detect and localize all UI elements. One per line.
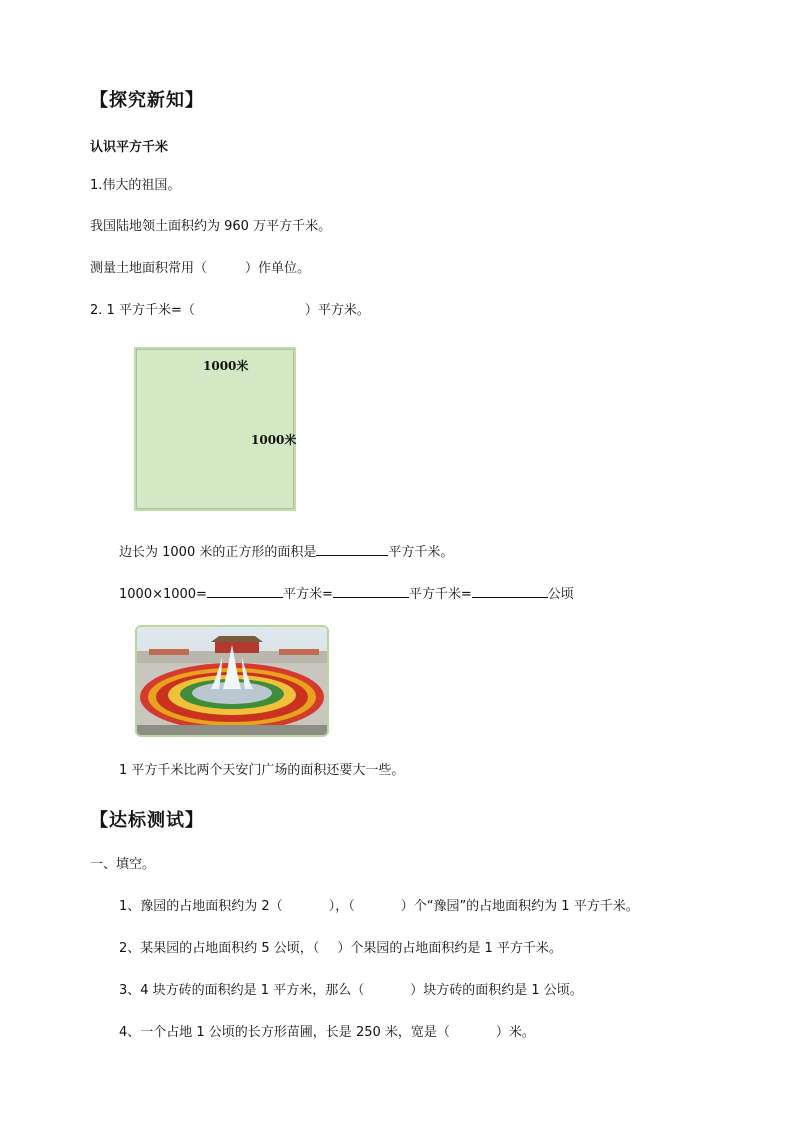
- text-segment: 公顷: [547, 587, 574, 602]
- item-2-conversion: [90, 302, 370, 320]
- tiananmen-square-photo: [135, 625, 329, 737]
- item-1-title: 1.伟大的祖国。: [90, 178, 181, 193]
- square-label-side: 1000米: [251, 433, 297, 447]
- conversion-chain: [119, 584, 574, 604]
- text-segment: ）米。: [495, 1025, 535, 1040]
- text-segment: 测量土地面积常用（: [90, 261, 208, 276]
- photo-caption: 1 平方千米比两个天安门广场的面积还要大一些。: [119, 763, 405, 778]
- subheading-square-km: 认识平方千米: [90, 140, 169, 155]
- answer-blank: [333, 584, 409, 598]
- text-segment: ）平方米。: [304, 303, 370, 318]
- question-2: [119, 940, 562, 958]
- answer-blank: [472, 584, 548, 598]
- question-3: [119, 982, 583, 1000]
- text-segment: 2、某果园的占地面积约 5 公顷，（: [119, 941, 320, 956]
- paragraph-unit-question: [90, 260, 310, 278]
- photo-illustration: [137, 627, 327, 735]
- square-area-question: [119, 542, 453, 562]
- square-label-top: 1000米: [203, 359, 249, 373]
- text-segment: 1000×1000=: [119, 587, 207, 602]
- text-segment: 平方千米=: [408, 587, 472, 602]
- text-segment: 4、一个占地 1 公顷的长方形苗圃，长是 250 米，宽是（: [119, 1025, 450, 1040]
- question-1: [119, 898, 639, 916]
- text-segment: 边长为 1000 米的正方形的面积是: [119, 545, 317, 560]
- answer-blank: [207, 584, 283, 598]
- section-heading-explore: 【探究新知】: [90, 90, 204, 111]
- text-segment: ）个“豫园”的占地面积约为 1 平方千米。: [400, 899, 639, 914]
- text-segment: 平方千米。: [388, 545, 454, 560]
- part-fill-in-blank: 一、填空。: [90, 857, 156, 872]
- text-segment: 2. 1 平方千米=（: [90, 303, 195, 318]
- text-segment: 3、4 块方砖的面积约是 1 平方米，那么（: [119, 983, 365, 998]
- text-segment: ）作单位。: [245, 261, 311, 276]
- text-segment: 1、豫园的占地面积约为 2（: [119, 899, 283, 914]
- text-segment: ）个果园的占地面积约是 1 平方千米。: [337, 941, 562, 956]
- text-segment: ）块方砖的面积约是 1 公顷。: [410, 983, 583, 998]
- section-heading-test: 【达标测试】: [90, 810, 204, 831]
- text-segment: 平方米=: [282, 587, 333, 602]
- paragraph-land-area: 我国陆地领土面积约为 960 万平方千米。: [90, 219, 332, 234]
- question-4: [119, 1024, 535, 1042]
- text-segment: ），（: [328, 899, 355, 914]
- answer-blank: [316, 542, 388, 556]
